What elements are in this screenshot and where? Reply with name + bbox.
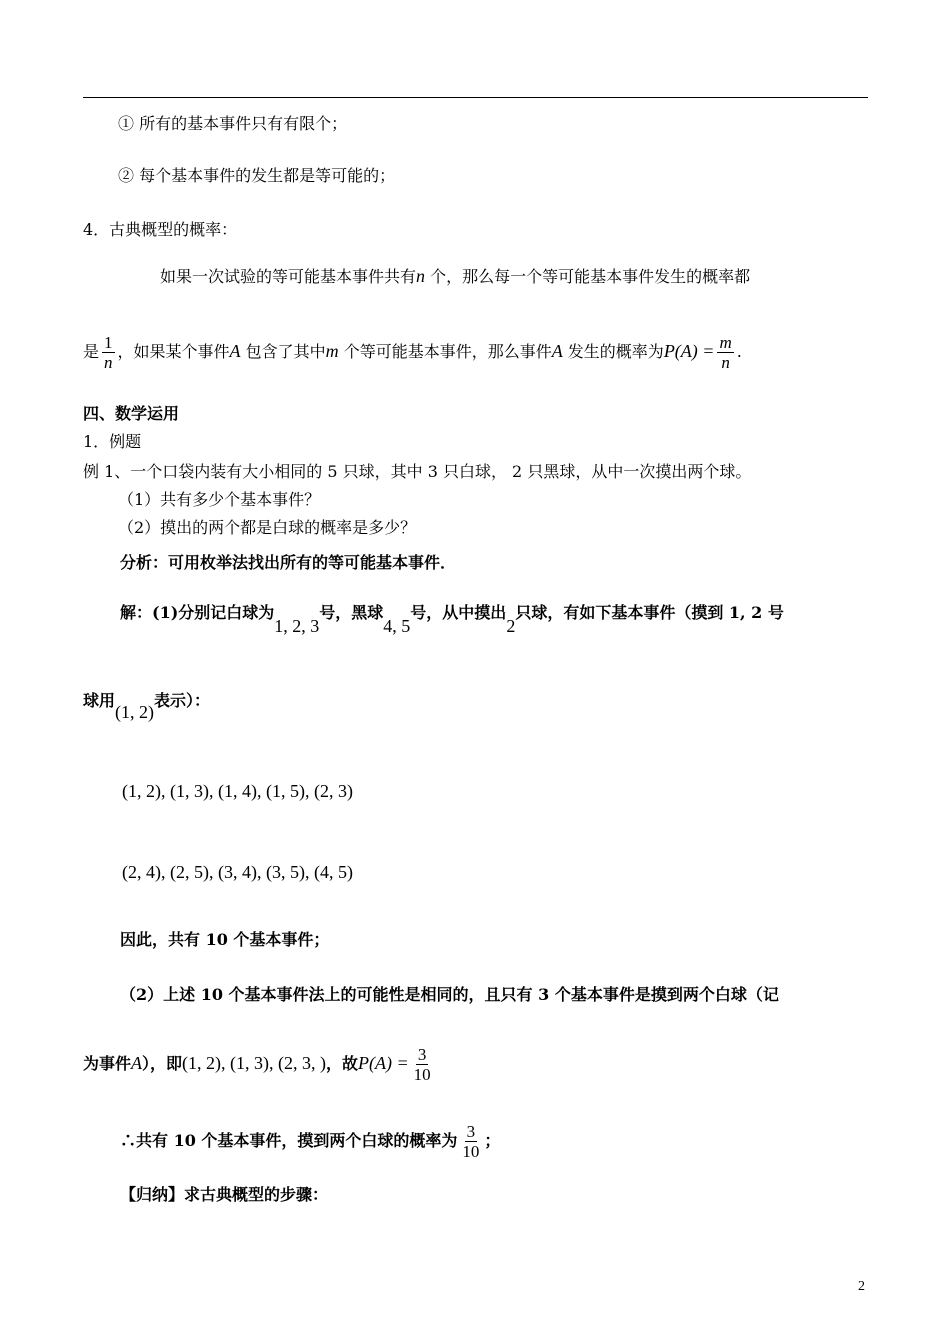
pair-notation: (1, 2) <box>115 702 155 722</box>
question-2: （2）摸出的两个都是白球的概率是多少？ <box>118 518 417 537</box>
section-heading-math-application: 四、数学运用 <box>83 404 180 423</box>
event-A: A <box>131 1053 143 1073</box>
solution-text-c: 号，从中摸出 <box>410 603 507 622</box>
black-ball-numbers: 4, 5 <box>383 616 411 636</box>
text-shi: 是 <box>83 342 100 361</box>
frac3-numerator: 3 <box>417 1045 427 1064</box>
definition-line-1 <box>160 266 750 287</box>
frac1-numerator: 1 <box>104 333 113 352</box>
period: . <box>736 342 742 361</box>
part-2-result <box>83 1040 436 1087</box>
events-row-2: (2, 4), (2, 5), (3, 4), (3, 5), (4, 5) <box>122 862 353 882</box>
solution2-text-b: 表示）： <box>154 691 211 710</box>
part2-text-b: ），即 <box>142 1054 183 1073</box>
subheading-examples: 1．例题 <box>83 432 142 451</box>
definition-line-2 <box>83 328 742 375</box>
solution-text-a: 解：(1)分别记白球为 <box>120 603 275 622</box>
condition-1: ① 所有的基本事件只有有限个； <box>118 114 348 133</box>
frac3-denominator: 10 <box>413 1065 431 1084</box>
frac2-denominator: n <box>721 353 730 372</box>
white-ball-numbers: 1, 2, 3 <box>274 616 320 636</box>
var-m: m <box>325 341 339 361</box>
condition-2: ② 每个基本事件的发生都是等可能的； <box>118 166 396 185</box>
part-2-statement: （2）上述 10 个基本事件法上的可能性是相同的，且只有 3 个基本事件是摸到两个白球（记 <box>120 985 779 1004</box>
text-e: 发生的概率为 <box>562 342 664 361</box>
var-n: n <box>416 266 426 286</box>
therefore-text-b: ； <box>484 1131 501 1150</box>
var-A: A <box>229 341 241 361</box>
solution-line-1 <box>120 602 784 636</box>
solution-text-b: 号，黑球 <box>319 603 384 622</box>
solution-line-2 <box>83 690 211 722</box>
part2-text-c: ，故 <box>326 1054 359 1073</box>
solution2-text-a: 球用 <box>83 691 116 710</box>
therefore-line <box>120 1118 500 1164</box>
events-row-1: (1, 2), (1, 3), (1, 4), (1, 5), (2, 3) <box>122 781 353 801</box>
frac4-denominator: 10 <box>462 1142 480 1161</box>
text-b: ，如果某个事件 <box>117 342 230 361</box>
fraction-3-over-10-b <box>460 1122 481 1161</box>
page-number: 2 <box>858 1279 865 1294</box>
summary-heading: 【归纳】求古典概型的步骤： <box>120 1185 329 1204</box>
text-d: 个等可能基本事件，那么事件 <box>338 342 552 361</box>
question-1: （1）共有多少个基本事件？ <box>118 490 321 509</box>
probability-expression: P(A) = <box>663 341 715 361</box>
white-pair-events: (1, 2), (1, 3), (2, 3, ) <box>182 1053 326 1073</box>
analysis: 分析：可用枚举法找出所有的等可能基本事件． <box>120 553 457 572</box>
frac4-numerator: 3 <box>466 1122 476 1141</box>
frac2-numerator: m <box>719 333 732 352</box>
draw-count: 2 <box>506 616 516 636</box>
var-A-2: A <box>551 341 563 361</box>
fraction-1-over-n <box>102 333 115 372</box>
heading-classical-probability: 4．古典概型的概率： <box>83 220 238 239</box>
fraction-m-over-n <box>717 333 733 372</box>
header-rule <box>83 97 868 98</box>
conclusion-1: 因此，共有 10 个基本事件； <box>120 930 330 949</box>
text-c: 包含了其中 <box>240 342 326 361</box>
part2-text-a: 为事件 <box>83 1054 132 1073</box>
definition-text-b: 个，那么每一个等可能基本事件发生的概率都 <box>425 267 751 286</box>
probability-expression-2: P(A) = <box>358 1053 409 1073</box>
definition-text-a: 如果一次试验的等可能基本事件共有 <box>160 267 417 286</box>
solution-text-d: 只球，有如下基本事件（摸到 1, 2 号 <box>515 603 784 622</box>
example-1-statement: 例 1、一个口袋内装有大小相同的 5 只球，其中 3 只白球， 2 只黑球，从中一次摸出两个球。 <box>83 462 752 481</box>
frac1-denominator: n <box>104 353 113 372</box>
therefore-text-a: ∴共有 10 个基本事件，摸到两个白球的概率为 <box>120 1131 458 1150</box>
fraction-3-over-10 <box>412 1045 433 1084</box>
